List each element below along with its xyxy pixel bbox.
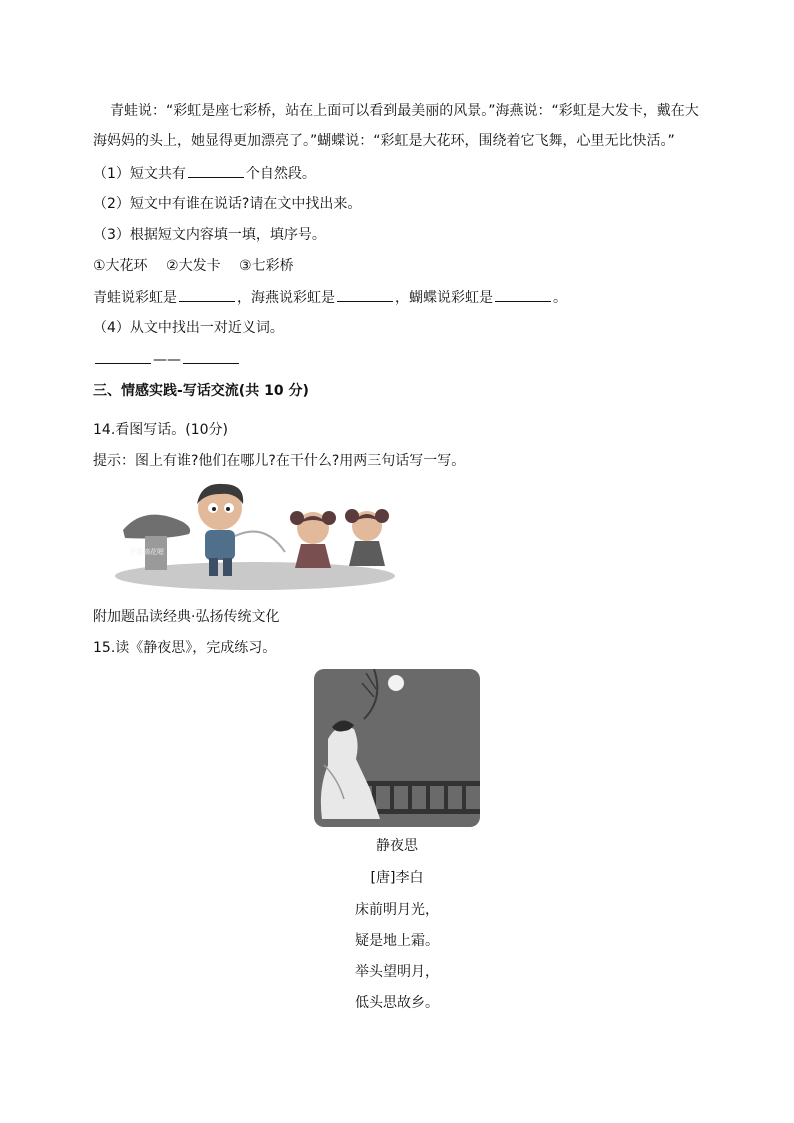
fill-text-end: 。 <box>553 290 567 306</box>
synonym-dash: —— <box>153 352 181 368</box>
question-1-post: 个自然段。 <box>245 166 316 182</box>
question-1-pre: （1）短文共有 <box>93 166 186 182</box>
sign-text: 不要摘花喔 <box>129 548 164 556</box>
poem-line-2: 疑是地上霜。 <box>355 933 439 949</box>
option-1: ①大花环 <box>93 258 148 274</box>
poet-night-illustration <box>314 669 480 827</box>
question-2: （2）短文中有谁在说话?请在文中找出来。 <box>93 196 362 212</box>
fill-in-row <box>93 287 567 308</box>
poem-title: 静夜思 <box>376 838 418 854</box>
option-2: ②大发卡 <box>166 258 221 274</box>
section-3-heading: 三、情感实践-写话交流(共 10 分) <box>93 383 309 399</box>
poem-line-4: 低头思故乡。 <box>355 995 439 1011</box>
poem-line-3: 举头望明月， <box>355 964 439 980</box>
poem-line-1: 床前明月光， <box>355 902 439 918</box>
question-14-hint: 提示：图上有谁?他们在哪儿?在干什么?用两三句话写一写。 <box>93 453 466 469</box>
synonym-row <box>93 349 241 370</box>
question-3: （3）根据短文内容填一填，填序号。 <box>93 227 326 243</box>
answer-blank[interactable] <box>495 287 551 302</box>
answer-blank[interactable] <box>95 349 151 364</box>
fill-text-a: 青蛙说彩虹是 <box>93 290 177 306</box>
fill-text-c: ，蝴蝶说彩虹是 <box>395 290 493 306</box>
question-15: 15.读《静夜思》，完成练习。 <box>93 640 277 656</box>
options-row <box>93 256 308 276</box>
question-1 <box>93 163 316 184</box>
passage-line-2: 海妈妈的头上，她显得更加漂亮了。”蝴蝶说：“彩虹是大花环，围绕着它飞舞，心里无比快活。” <box>93 133 675 149</box>
answer-blank[interactable] <box>179 287 235 302</box>
option-3: ③七彩桥 <box>239 258 294 274</box>
question-14: 14.看图写话。(10分) <box>93 422 229 438</box>
answer-blank[interactable] <box>337 287 393 302</box>
passage-line-1: 青蛙说：“彩虹是座七彩桥，站在上面可以看到最美丽的风景。”海燕说：“彩虹是大发卡，戴在大 <box>110 103 699 119</box>
cartoon-children-illustration <box>105 482 397 592</box>
fill-text-b: ，海燕说彩虹是 <box>237 290 335 306</box>
answer-blank[interactable] <box>183 349 239 364</box>
poem-author: [唐]李白 <box>370 870 424 886</box>
question-4: （4）从文中找出一对近义词。 <box>93 320 284 336</box>
answer-blank[interactable] <box>188 163 244 178</box>
extra-question-heading: 附加题品读经典·弘扬传统文化 <box>93 609 280 625</box>
